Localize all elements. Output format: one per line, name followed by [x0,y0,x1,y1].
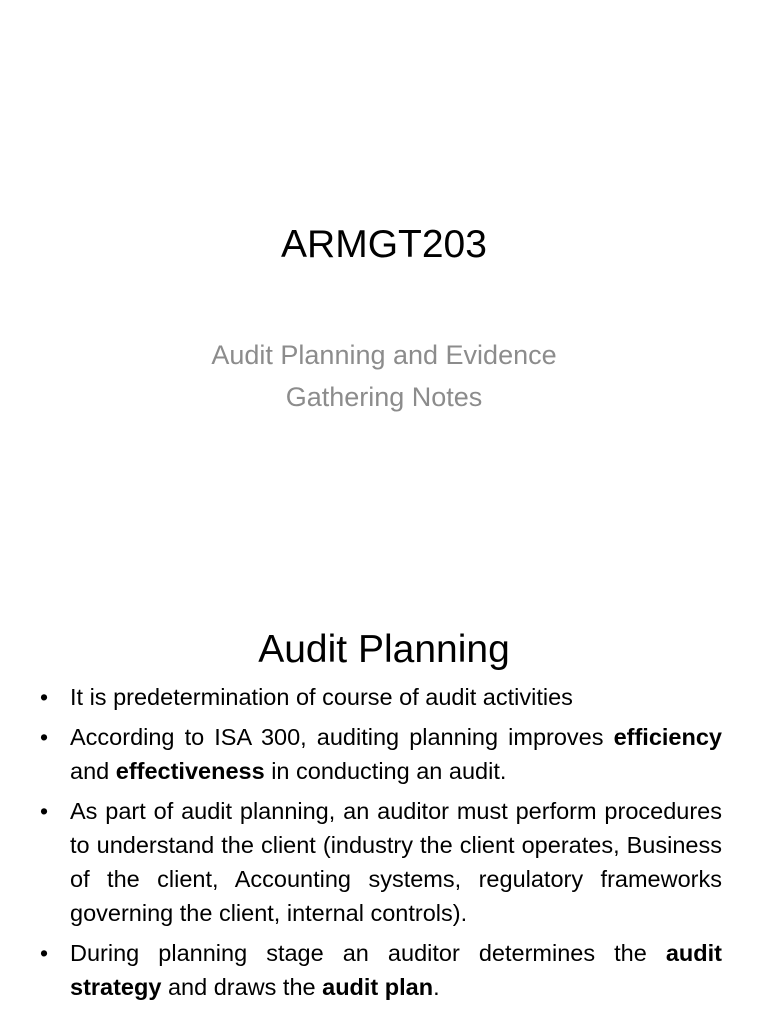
bullet-dot-icon: • [40,940,49,966]
bullet-text: As part of audit planning, an auditor must perform procedures to understand the client (industry the client operates, Business of the client, Accounting systems, regulatory frameworks governing the client, internal controls). [70,798,722,926]
bullet-item-3 [40,794,722,930]
subtitle-line-2: Gathering Notes [285,382,483,412]
bullet-text: According to ISA 300, auditing planning improves [70,724,614,750]
subtitle-line-1: Audit Planning and Evidence [211,340,557,370]
bullet-text: in conducting an audit. [264,758,507,784]
bullet-item-1 [40,680,722,714]
bullet-item-2 [40,720,722,788]
bold-term-audit-plan: audit plan [322,974,434,1000]
bullet-text: . [433,974,440,1000]
bold-term-audit-strategy: audit strategy [70,940,722,1000]
content-slide [0,576,768,1024]
bullet-dot-icon: • [40,724,49,750]
bold-term-efficiency: efficiency [613,724,722,750]
bullet-text: and draws the [161,974,323,1000]
slide-heading: Audit Planning [258,628,510,671]
bullet-dot-icon: • [40,798,49,824]
bullet-item-4 [40,936,722,1004]
slide-subtitle [0,334,768,418]
bullet-text: and [70,758,116,784]
slide-title: ARMGT203 [281,223,487,266]
bullet-text: During planning stage an auditor determines the [70,940,666,966]
bullet-list [40,680,722,1010]
bullet-text: It is predetermination of course of audit activities [70,684,573,710]
bold-term-effectiveness: effectiveness [115,758,265,784]
bullet-dot-icon: • [40,684,49,710]
